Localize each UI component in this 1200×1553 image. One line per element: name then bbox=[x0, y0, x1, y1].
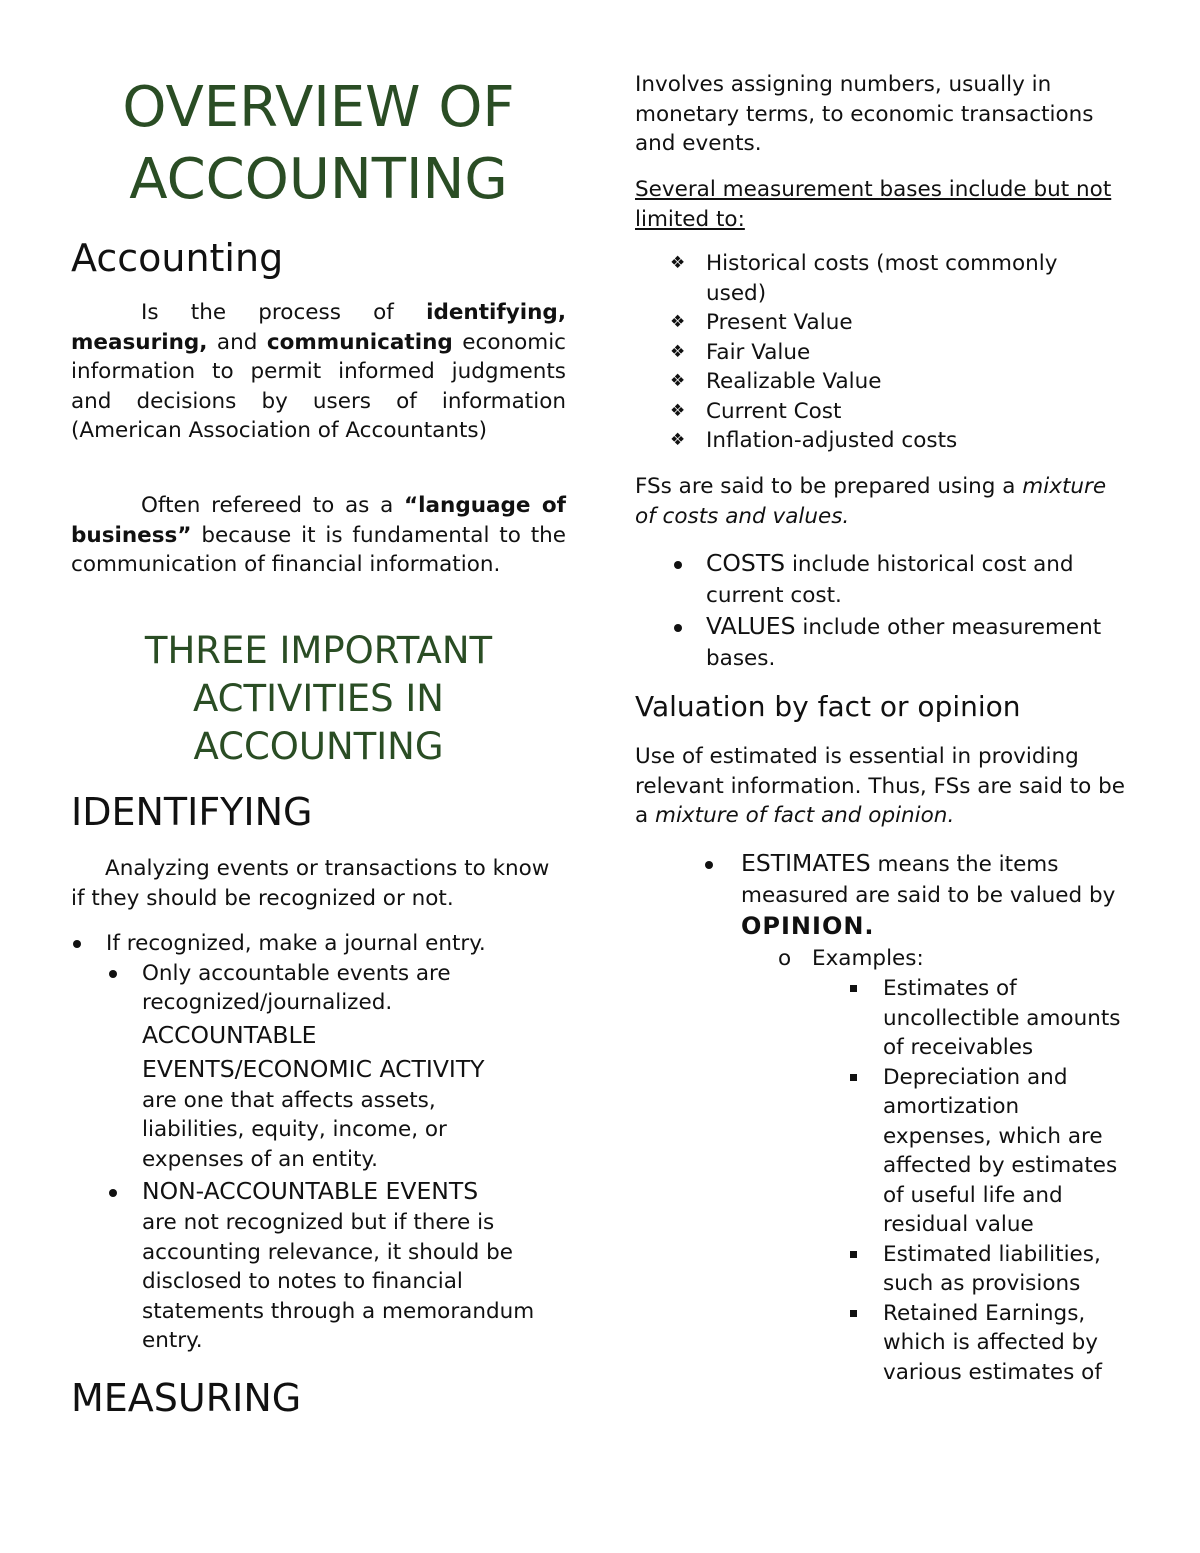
language-of-business-paragraph bbox=[71, 491, 566, 580]
bullet-text: If recognized, make a journal entry. bbox=[106, 931, 486, 956]
lob-text-2: because it is fundamental to the communication of financial information. bbox=[71, 522, 566, 577]
basis-text: Inflation-adjusted costs bbox=[706, 428, 958, 453]
diamond-bullet-icon: ❖ bbox=[670, 371, 686, 391]
title-line-1: OVERVIEW OF bbox=[122, 75, 515, 140]
identifying-paragraph: Analyzing events or transactions to know if they should be recognized or not. bbox=[71, 856, 550, 911]
costs-values-list bbox=[635, 548, 1125, 674]
basis-text: Fair Value bbox=[706, 339, 811, 365]
diamond-bullet-icon: ❖ bbox=[670, 341, 686, 362]
accountable-events-text: are one that affects assets, liabilities, equity, income, or expenses of an entity. bbox=[142, 1087, 447, 1172]
heading-identifying: IDENTIFYING bbox=[71, 790, 313, 834]
list-item bbox=[700, 848, 1121, 943]
example-text: Depreciation and amortization expenses, which are affected by estimates of useful life and residual value bbox=[883, 1064, 1118, 1237]
measurement-bases-list bbox=[670, 249, 1125, 456]
heading-accounting: Accounting bbox=[71, 236, 284, 280]
valuation-text: Use of estimated is essential in providing relevant information. Thus, FSs are said to be a bbox=[635, 744, 1125, 828]
list-item bbox=[700, 1063, 1128, 1240]
example-text: Estimated liabilities, such as provisions bbox=[883, 1241, 1101, 1296]
list-item bbox=[700, 1240, 1128, 1299]
example-text: Estimates of uncollectible amounts of receivables bbox=[883, 976, 1121, 1060]
diamond-bullet-icon: ❖ bbox=[670, 253, 686, 273]
estimates-label: ESTIMATES bbox=[741, 849, 871, 877]
circle-bullet-icon: o bbox=[778, 946, 792, 971]
costs-text: include historical cost and current cost. bbox=[706, 552, 1074, 608]
basis-text: Current Cost bbox=[706, 398, 842, 424]
diamond-bullet-icon: ❖ bbox=[670, 312, 686, 332]
list-item bbox=[670, 249, 1096, 308]
values-label: VALUES bbox=[706, 612, 796, 640]
mixture-paragraph bbox=[635, 472, 1125, 531]
definition-text: Is the process of bbox=[141, 300, 427, 325]
mixture-text: FSs are said to be prepared using a bbox=[635, 474, 1023, 499]
list-item bbox=[635, 611, 1106, 674]
bullet-text: Only accountable events are recognized/journalized. bbox=[142, 960, 451, 1015]
measuring-definition: Involves assigning numbers, usually in monetary terms, to economic transactions and events. bbox=[635, 72, 1094, 156]
basis-text: Realizable Value bbox=[706, 369, 882, 394]
list-item bbox=[670, 308, 1096, 338]
three-line-1: THREE IMPORTANT bbox=[144, 629, 493, 672]
list-item bbox=[670, 426, 1096, 456]
accounting-definition bbox=[71, 298, 566, 446]
list-item bbox=[71, 929, 566, 959]
heading-valuation: Valuation by fact or opinion bbox=[635, 690, 1021, 723]
list-item bbox=[700, 1299, 1128, 1388]
lob-bold: “language of business” bbox=[71, 493, 566, 548]
three-activities-heading bbox=[71, 627, 566, 771]
list-item bbox=[71, 959, 566, 1018]
costs-label: COSTS bbox=[706, 549, 786, 577]
document-title bbox=[71, 72, 566, 216]
definition-bold-2: communicating bbox=[266, 329, 453, 355]
values-text: include other measurement bases. bbox=[706, 615, 1102, 671]
identifying-bullets bbox=[71, 929, 566, 1356]
basis-text: Historical costs (most commonly used) bbox=[706, 251, 1058, 306]
valuation-italic: mixture of fact and opinion. bbox=[655, 803, 955, 828]
non-accountable-text: are not recognized but if there is accounting relevance, it should be disclosed to notes to financial statements through a memorandum entry. bbox=[142, 1210, 535, 1353]
list-item bbox=[670, 338, 1096, 368]
lob-text: Often refereed to as a bbox=[141, 493, 404, 518]
list-item bbox=[71, 1174, 566, 1356]
mixture-italic: mixture of costs and values. bbox=[635, 474, 1107, 529]
accountable-events-block bbox=[71, 1018, 566, 1175]
title-line-2: ACCOUNTING bbox=[129, 147, 508, 212]
definition-text-2: and bbox=[207, 329, 267, 355]
examples-label: Examples: bbox=[812, 946, 924, 971]
opinion-bold: OPINION. bbox=[741, 912, 875, 940]
measurement-bases-intro: Several measurement bases include but not limited to: bbox=[635, 177, 1112, 232]
definition-text-3: economic information to permit informed judgments and decisions by users of information (American Association of Accountants) bbox=[71, 329, 566, 443]
basis-text: Present Value bbox=[706, 310, 853, 335]
non-accountable-heading: NON-ACCOUNTABLE EVENTS bbox=[142, 1177, 479, 1205]
heading-measuring: MEASURING bbox=[71, 1376, 302, 1420]
three-line-2: ACTIVITIES IN bbox=[193, 677, 444, 720]
list-item bbox=[635, 548, 1126, 611]
example-text: Retained Earnings, which is affected by various estimates of bbox=[883, 1300, 1102, 1385]
list-item bbox=[700, 974, 1128, 1063]
estimates-block bbox=[700, 848, 1125, 1387]
diamond-bullet-icon: ❖ bbox=[670, 430, 686, 450]
list-item bbox=[670, 367, 1096, 397]
accountable-events-heading: ACCOUNTABLE EVENTS/ECONOMIC ACTIVITY bbox=[142, 1020, 485, 1083]
three-line-3: ACCOUNTING bbox=[193, 725, 444, 768]
list-item bbox=[700, 943, 1125, 974]
list-item bbox=[670, 397, 1096, 427]
diamond-bullet-icon: ❖ bbox=[670, 400, 686, 421]
valuation-paragraph bbox=[635, 742, 1125, 831]
examples-list bbox=[700, 974, 1125, 1387]
definition-bold-1: identifying, measuring, bbox=[71, 300, 566, 355]
estimates-text: means the items measured are said to be valued by bbox=[741, 852, 1116, 908]
